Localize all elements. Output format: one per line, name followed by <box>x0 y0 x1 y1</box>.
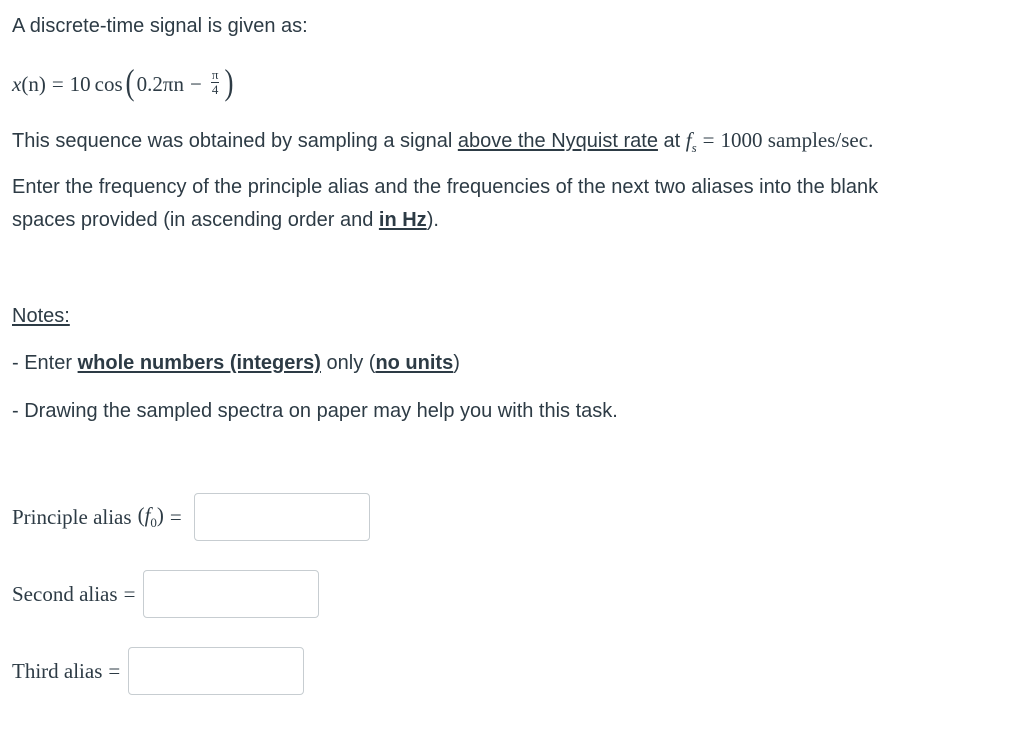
second-alias-input[interactable] <box>143 570 319 618</box>
eq-arg: 0.2πn <box>136 71 185 96</box>
eq-lhs-var: x <box>12 71 22 96</box>
principle-alias-row <box>12 493 370 541</box>
eq-func: cos <box>94 71 123 96</box>
note1-post: ) <box>453 352 460 374</box>
third-alias-label: Third alias <box>12 658 103 683</box>
eq-equals: = <box>51 71 64 96</box>
eq-coef: 10 <box>69 71 91 96</box>
eq-close-paren: ) <box>224 62 234 102</box>
fs-equals: = <box>702 128 715 152</box>
instructions-post: ). <box>426 209 439 231</box>
third-alias-row <box>12 647 304 695</box>
fs-var: f <box>685 128 692 152</box>
instructions-line-2 <box>12 209 439 232</box>
eq-frac-num: π <box>211 66 219 82</box>
nyquist-link[interactable]: above the Nyquist rate <box>457 130 658 152</box>
intro-text: A discrete-time signal is given as: <box>12 15 308 37</box>
note1-integers: whole numbers (integers) <box>77 352 321 374</box>
fs-value: 1000 samples/sec. <box>720 128 874 152</box>
eq-open-paren: ( <box>125 62 135 102</box>
second-equals: = <box>123 581 136 606</box>
note1-no-units: no units <box>375 352 454 374</box>
principle-equals: = <box>169 504 182 529</box>
fs-sub: s <box>691 140 697 156</box>
note-integers <box>12 352 460 375</box>
principle-alias-label: Principle alias <box>12 504 132 529</box>
nyquist-mid: at <box>663 130 681 152</box>
third-equals: = <box>108 658 121 683</box>
eq-fraction <box>211 68 220 96</box>
principle-var: $(f_0)$ <box>137 502 164 531</box>
instructions-line-1: Enter the frequency of the principle alias and the frequencies of the next two aliases into the blank <box>12 176 879 198</box>
signal-equation <box>12 62 236 102</box>
third-alias-input[interactable] <box>128 647 304 695</box>
second-alias-label: Second alias <box>12 581 118 606</box>
eq-lhs-arg: (n) <box>21 71 46 96</box>
instructions-pre: spaces provided (in ascending order and <box>12 209 374 231</box>
note-drawing: - Drawing the sampled spectra on paper may help you with this task. <box>12 400 618 422</box>
eq-frac-den: 4 <box>211 81 219 97</box>
note1-pre: - Enter <box>12 352 73 374</box>
note1-mid: only ( <box>326 352 376 374</box>
nyquist-pre: This sequence was obtained by sampling a signal <box>12 130 453 152</box>
eq-minus: − <box>190 71 202 96</box>
notes-heading: Notes: <box>12 305 70 327</box>
nyquist-sentence <box>12 128 873 156</box>
principle-alias-input[interactable] <box>194 493 370 541</box>
instructions-unit-hz: in Hz <box>378 209 427 231</box>
second-alias-row <box>12 570 319 618</box>
